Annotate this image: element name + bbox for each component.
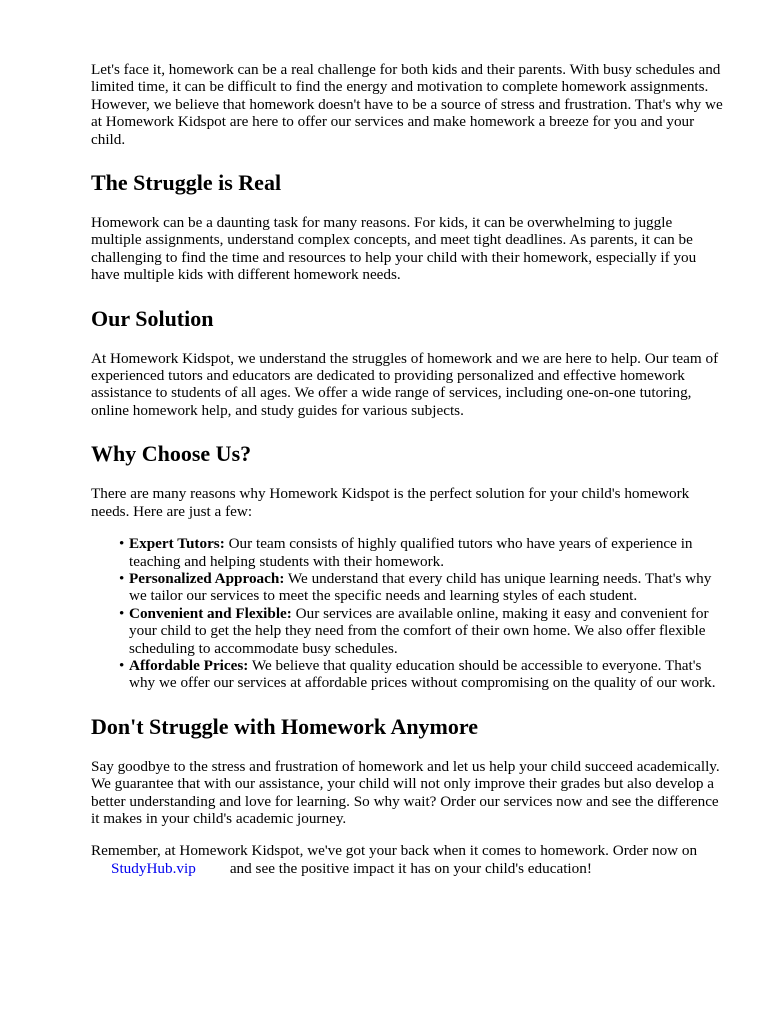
dont-paragraph: Say goodbye to the stress and frustration of homework and let us help your child succeed academically. We guarantee that with our assistance, your child will not only improve their grades but also develop a better understanding and love for learning. So why wait? Order our services now and see the difference it makes in your child's academic journey. — [91, 757, 720, 827]
solution-paragraph: At Homework Kidspot, we understand the struggles of homework and we are here to help. Our team of experienced tutors and educators are dedicated to providing personalized and effective homework assistance to students of all ages. We offer a wide range of services, including one-on-one tutoring, online homework help, and study guides for various subjects. — [91, 349, 719, 419]
list-item — [119, 535, 723, 570]
heading-solution: Our Solution — [91, 305, 214, 331]
remember-paragraph — [91, 842, 723, 877]
list-item-title: Affordable Prices: — [129, 656, 249, 674]
why-paragraph: There are many reasons why Homework Kidspot is the perfect solution for your child's homework needs. Here are just a few: — [91, 485, 690, 520]
heading-why-choose-us: Why Choose Us? — [91, 441, 252, 467]
heading-struggle: The Struggle is Real — [91, 170, 282, 196]
list-item — [119, 656, 723, 692]
list-item-text: Our team consists of highly qualified tutors who have years of experience in teaching and helping students with their homework. — [129, 535, 693, 570]
list-item-title: Expert Tutors: — [129, 535, 225, 553]
bullet-icon: • — [119, 535, 125, 553]
intro-paragraph: Let's face it, homework can be a real challenge for both kids and their parents. With busy schedules and limited time, it can be difficult to find the energy and motivation to complete homework assignments. However, we believe that homework doesn't have to be a source of stress and frustration. That's why we at Homework Kidspot are here to offer our services and make homework a breeze for you and your child. — [91, 61, 723, 148]
struggle-paragraph: Homework can be a daunting task for many reasons. For kids, it can be overwhelming to juggle multiple assignments, understand complex concepts, and meet tight deadlines. As parents, it can be challenging to find the time and resources to help your child with their homework, especially if you have multiple kids with different homework needs. — [91, 214, 697, 284]
list-item-title: Personalized Approach: — [129, 569, 285, 587]
list-item — [119, 569, 723, 605]
list-item-text: We believe that quality education should be accessible to everyone. That's why we offer our services at affordable prices without compromising on the quality of our work. — [129, 656, 716, 692]
heading-dont-struggle: Don't Struggle with Homework Anymore — [91, 713, 479, 739]
list-item — [119, 604, 723, 657]
document-content — [91, 61, 723, 877]
studyhub-link[interactable]: StudyHub.vip — [111, 859, 196, 877]
bullet-icon: • — [119, 604, 125, 622]
remember-text-before: Remember, at Homework Kidspot, we've got your back when it comes to homework. Order now on — [91, 842, 698, 860]
bullet-icon: • — [119, 656, 125, 674]
remember-text-after: and see the positive impact it has on your child's education! — [229, 859, 592, 877]
reasons-list — [91, 535, 723, 692]
bullet-icon: • — [119, 569, 125, 587]
list-item-title: Convenient and Flexible: — [129, 604, 292, 622]
list-item-text: Our services are available online, making it easy and convenient for your child to get the help they need from the comfort of their own home. We also offer flexible scheduling to accommodate busy schedules. — [129, 604, 709, 657]
list-item-text: We understand that every child has unique learning needs. That's why we tailor our services to meet the specific needs and learning styles of each student. — [129, 569, 712, 605]
